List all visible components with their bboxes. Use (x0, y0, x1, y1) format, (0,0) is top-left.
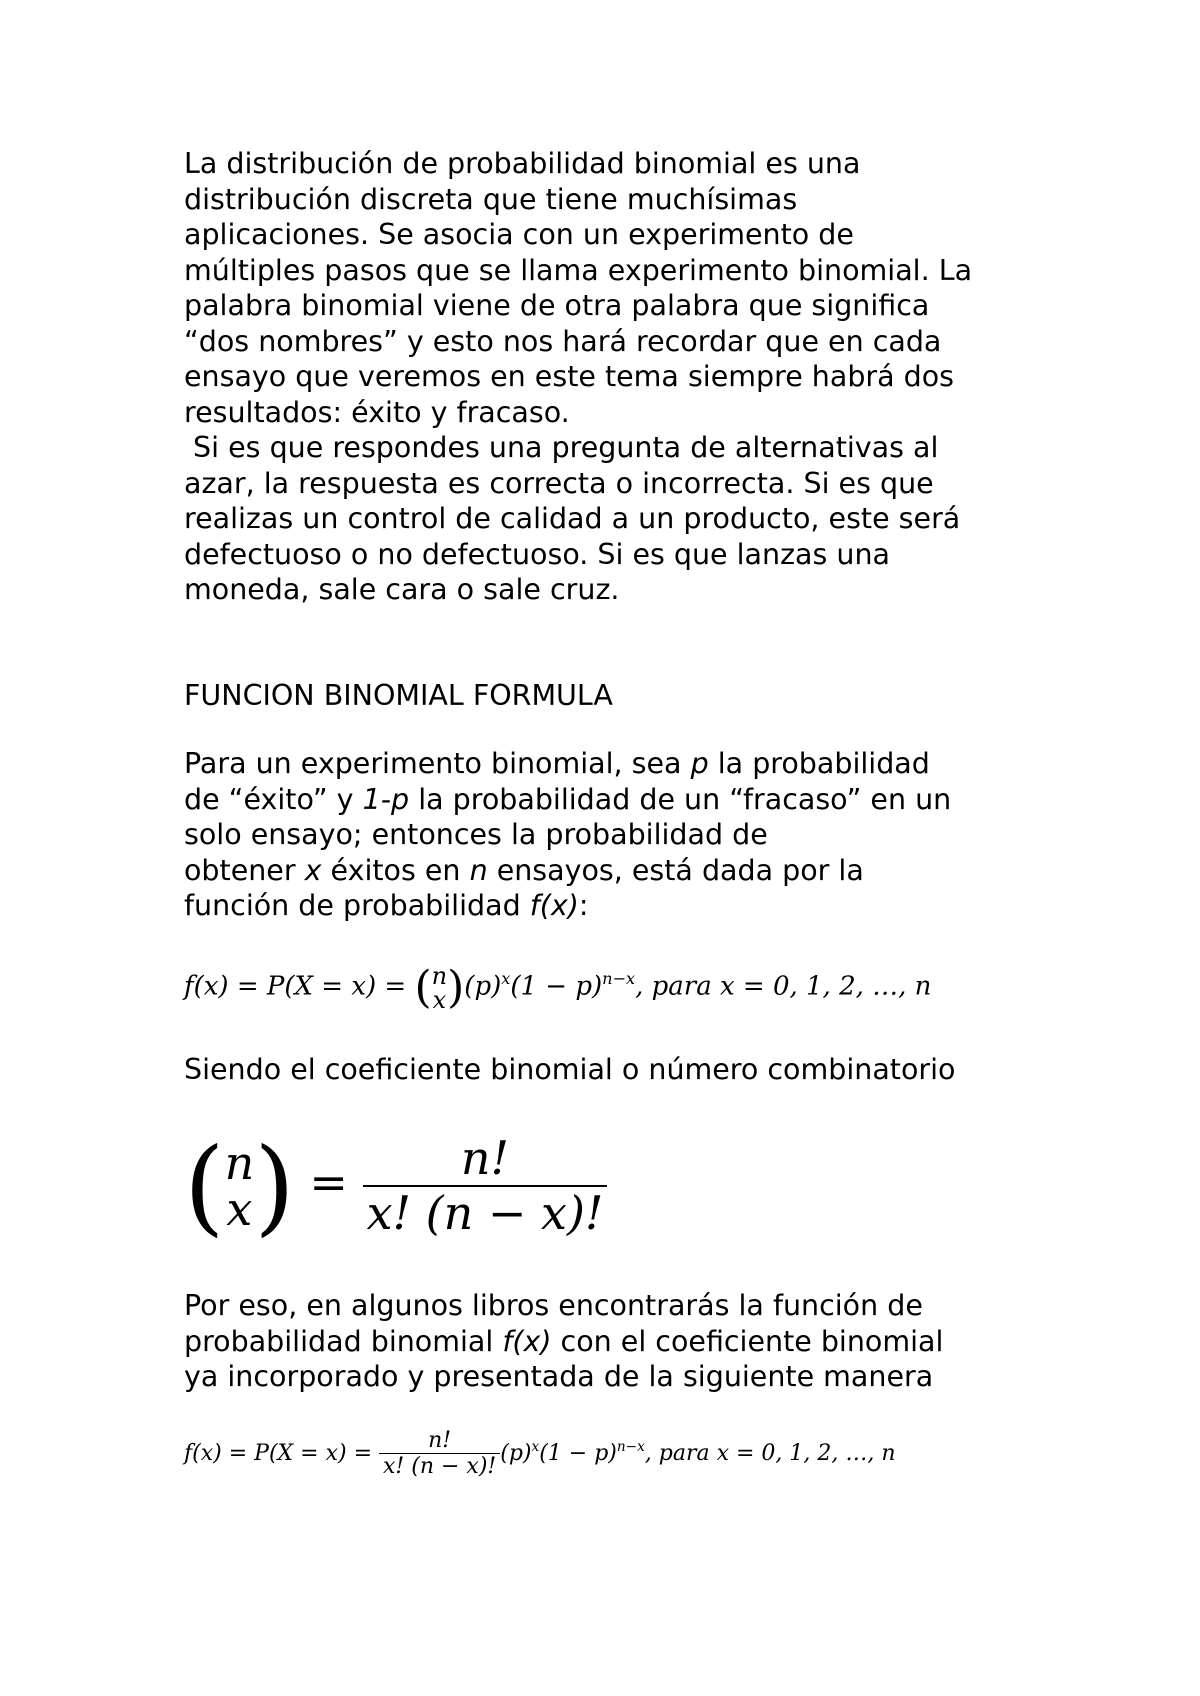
heading-text: FUNCION BINOMIAL FORMULA (184, 679, 613, 712)
definition-paragraph (184, 746, 1064, 924)
text-line: “dos nombres” y esto nos hará recordar que en cada (184, 324, 942, 358)
factorial-fraction: $\frac{n!}{x! (n - x)!}$ (363, 1132, 608, 1240)
text-line: ensayo que veremos en este tema siempre habrá dos (184, 360, 955, 393)
section-heading (184, 678, 1064, 714)
text-line: moneda, sale cara o sale cruz. (184, 573, 620, 606)
text-line: Para un experimento binomial, sea p la probabilidad (184, 747, 930, 780)
text-line: palabra binomial viene de otra palabra que significa (184, 289, 930, 322)
text-line: aplicaciones. Se asocia con un experimento de (184, 218, 854, 251)
text-line: múltiples pasos que se llama experimento binomial. La (184, 253, 973, 287)
text-line: función de probabilidad f(x): (184, 889, 589, 922)
binomial-pmf-formula: f(x) = P(X = x) = ( n x ) $(p)^x(1 - p)^{n-x}$, para x = 0, 1, 2, …, n (184, 961, 932, 1014)
text-line: probabilidad binomial f(x) con el coeficiente binomial (184, 1324, 944, 1358)
text-line: azar, la respuesta es correcta o incorrecta. Si es que (184, 466, 934, 500)
factorial-fraction: $\frac{n!}{x! (n - x)!}$ (379, 1428, 500, 1480)
text-line: resultados: éxito y fracaso. (184, 395, 570, 429)
binomial-coefficient: ( n x ) (414, 961, 465, 1014)
text-line: La distribución de probabilidad binomial es una (184, 147, 861, 180)
text-line: ya incorporado y presentada de la siguiente manera (184, 1360, 934, 1393)
text-line: Siendo el coeficiente binomial o número combinatorio (184, 1053, 956, 1086)
binomial-coefficient: ( n x ) (184, 1125, 295, 1247)
text-line: Por eso, en algunos libros encontrarás la función de (184, 1289, 923, 1322)
text-line: realizas un control de calidad a un producto, este será (184, 502, 961, 535)
binomial-pmf-expanded-formula: f(x) = P(X = x) = $\frac{n!}{x! (n - x)!}$ $(p)^x(1 - p)^{n-x}$, para x = 0, 1, 2, …, n (184, 1428, 896, 1480)
binomial-coefficient-formula: ( n x ) = $\frac{n!}{x! (n - x)!}$ (184, 1125, 607, 1247)
intro-paragraph (184, 146, 1064, 608)
text-line: distribución discreta que tiene muchísimas (184, 182, 798, 216)
text-line: defectuoso o no defectuoso. Si es que lanzas una (184, 537, 891, 571)
text-line: Si es que respondes una pregunta de alternativas al (184, 431, 939, 464)
text-line: obtener x éxitos en n ensayos, está dada por la (184, 853, 864, 887)
coefficient-paragraph (184, 1052, 1064, 1088)
text-line: de “éxito” y 1-p la probabilidad de un “fracaso” en un (184, 782, 952, 816)
alternate-form-paragraph (184, 1288, 1064, 1395)
text-line: solo ensayo; entonces la probabilidad de (184, 818, 768, 851)
